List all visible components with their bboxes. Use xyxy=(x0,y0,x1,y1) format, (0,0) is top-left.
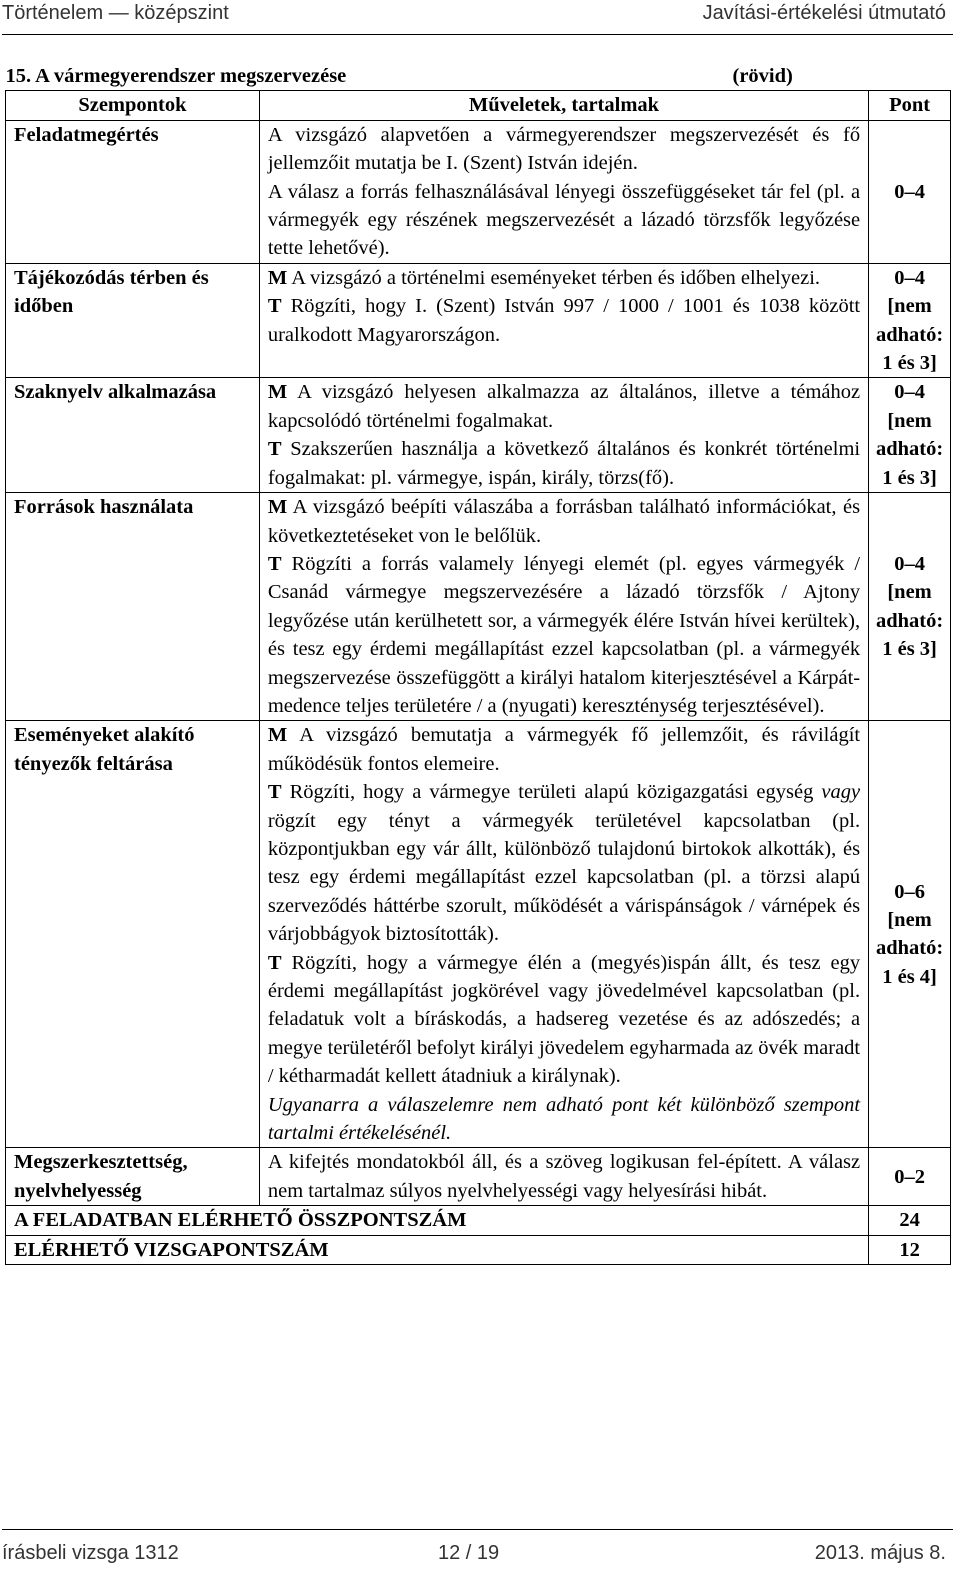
header-rule xyxy=(2,34,953,35)
t-tag: T xyxy=(267,781,282,804)
content-cell xyxy=(259,263,868,378)
content-cell xyxy=(259,493,868,721)
points-note: adható: xyxy=(875,323,944,346)
points-range: 0–4 xyxy=(894,180,925,203)
content-paragraph xyxy=(268,721,860,778)
table-row xyxy=(6,120,951,263)
m-tag: M xyxy=(267,266,288,289)
points-cell xyxy=(869,378,951,493)
header-doc-type: Javítási-értékelési útmutató xyxy=(702,2,946,24)
points-note: [nem xyxy=(887,409,932,432)
table-row xyxy=(6,721,951,1148)
m-text: A vizsgázó bemutatja a vármegyék fő jellemzőit, és rávilágít működésük fontos elemeire. xyxy=(267,724,861,775)
criterion-cell: Források használata xyxy=(6,493,260,721)
m-text: A vizsgázó beépíti válaszába a forrásban található információkat, és következtetéseket von le belőlük. xyxy=(267,496,861,547)
content-cell: A kifejtés mondatokból áll, és a szöveg logikusan fel-épített. A válasz nem tartalmaz súlyos nyelvhelyességi vagy helyesírási hibát. xyxy=(259,1148,868,1206)
t-text-emphasis: vagy xyxy=(821,781,861,804)
points-note: 1 és 3] xyxy=(882,352,937,375)
points-note: adható: xyxy=(875,438,944,461)
m-text: A vizsgázó helyesen alkalmazza az általános, illetve a témához kapcsolódó történelmi fogalmakat. xyxy=(267,381,861,432)
t-tag: T xyxy=(267,438,282,461)
criterion-cell: Feladatmegértés xyxy=(6,120,260,263)
header-subject: Történelem — középszint xyxy=(2,2,229,24)
t-tag: T xyxy=(267,951,282,974)
col-criteria-header: Szempontok xyxy=(6,91,260,120)
m-tag: M xyxy=(267,496,288,519)
t-text: Rögzíti, hogy a vármegye élén a (megyés)ispán állt, és tesz egy érdemi megállapítást jogkörével vagy jövedelmével kapcsolatban (pl. feladatuk volt a bíráskodás, a hadsereg vezetése és az adószedés; a megye területéről befolyt királyi jövedelem egyharmada az övék maradt / kétharmadát kellett átadniuk a királynak). xyxy=(267,951,861,1088)
page-header xyxy=(0,2,960,32)
m-text: A vizsgázó a történelmi eseményeket térben és időben elhelyezi. xyxy=(287,266,821,289)
total-row xyxy=(6,1206,951,1235)
total-label: ELÉRHETŐ VIZSGAPONTSZÁM xyxy=(6,1235,869,1264)
points-cell xyxy=(869,721,951,1148)
column-header-row xyxy=(6,91,951,120)
criterion-cell: Eseményeket alakító tényezők feltárása xyxy=(6,721,260,1148)
footer-exam-code: írásbeli vizsga 1312 xyxy=(2,1542,179,1564)
criterion-cell: Tájékozódás térben és időben xyxy=(6,263,260,378)
col-content-header: Műveletek, tartalmak xyxy=(259,91,868,120)
m-tag: M xyxy=(267,724,288,747)
content-paragraph: A vizsgázó alapvetően a vármegyerendszer megszervezését és fő jellemzőit mutatja be I. (Szent) István idején. xyxy=(267,123,861,175)
content-paragraph xyxy=(268,550,860,720)
t-text: Szakszerűen használja a következő általános és konkrét történelmi fogalmakat: pl. vármegye, ispán, király, törzs(fő). xyxy=(267,438,861,489)
total-row xyxy=(6,1235,951,1264)
points-range: 0–4 xyxy=(894,266,925,289)
content-paragraph xyxy=(268,778,860,948)
footer-page-number: 12 / 19 xyxy=(438,1542,500,1564)
content-paragraph xyxy=(268,378,860,435)
content-paragraph xyxy=(268,435,860,492)
table-row xyxy=(6,493,951,721)
t-text: Rögzíti a forrás valamely lényegi elemét (pl. egyes vármegyék / Csanád vármegye megszervezésére a lázadó törzsfők / Ajtony legyőzése után kerülhetett sor, a vármegyék élére István hívei kerültek), és tesz egy érdemi megállapítást ezzel kapcsolatban (pl. a vármegyék megszervezése összefüggött a királyi hatalom kiterjesztésével a Kárpát-medence teljes területére / a (nyugati) kereszténység terjesztésével). xyxy=(267,552,861,717)
table-row xyxy=(6,1148,951,1206)
content-cell xyxy=(259,120,868,263)
points-note: 1 és 4] xyxy=(882,965,937,988)
page-footer xyxy=(0,1542,960,1572)
points-note: 1 és 3] xyxy=(882,466,937,489)
content-paragraph xyxy=(268,493,860,550)
points-cell xyxy=(869,120,951,263)
total-label: A FELADATBAN ELÉRHETŐ ÖSSZPONTSZÁM xyxy=(6,1206,869,1235)
t-text: Rögzíti, hogy a vármegye területi alapú közigazgatási egység xyxy=(281,781,822,804)
points-note: 1 és 3] xyxy=(882,638,937,661)
points-note: [nem xyxy=(887,908,932,931)
t-tag: T xyxy=(267,552,282,575)
content-cell xyxy=(259,378,868,493)
total-value: 24 xyxy=(869,1206,951,1235)
points-note: adható: xyxy=(875,937,944,960)
grading-table xyxy=(5,62,951,1265)
points-cell xyxy=(869,263,951,378)
task-type: (rövid) xyxy=(732,65,793,87)
footer-rule xyxy=(2,1529,953,1530)
italic-note: Ugyanarra a válaszelemre nem adható pont két különböző szempont tartalmi értékelésénél. xyxy=(267,1093,861,1145)
col-points-header: Pont xyxy=(869,91,951,120)
table-row xyxy=(6,263,951,378)
content-paragraph xyxy=(268,949,860,1091)
content-paragraph xyxy=(268,292,860,349)
points-cell xyxy=(869,493,951,721)
t-text: Rögzíti, hogy I. (Szent) István 997 / 1000 / 1001 és 1038 között uralkodott Magyarországon. xyxy=(267,295,861,346)
footer-date: 2013. május 8. xyxy=(814,1542,946,1564)
points-note: [nem xyxy=(887,581,932,604)
task-title: 15. A vármegyerendszer megszervezése xyxy=(5,65,347,87)
points-cell xyxy=(869,1148,951,1206)
points-note: adható: xyxy=(875,609,944,632)
t-tag: T xyxy=(267,295,282,318)
t-text: rögzít egy tényt a vármegyék területével kapcsolatban (pl. központjukban egy vár állt, különböző tulajdonú birtokok alkották), és tesz egy érdemi megállapítást ezzel kapcsolatban (pl. a törzsi alapú szerveződés háttérbe szorult, működését a várispánságok / várnépek és várjobbágyok biztosították). xyxy=(267,809,861,946)
content-cell xyxy=(259,721,868,1148)
points-range: 0–4 xyxy=(894,381,925,404)
total-value: 12 xyxy=(869,1235,951,1264)
points-range: 0–4 xyxy=(894,552,925,575)
m-tag: M xyxy=(267,381,288,404)
task-title-row xyxy=(6,62,951,91)
table-row xyxy=(6,378,951,493)
criterion-cell: Megszerkesztettség, nyelvhelyesség xyxy=(6,1148,260,1206)
points-note: [nem xyxy=(887,295,932,318)
points-range: 0–2 xyxy=(894,1165,925,1188)
points-range: 0–6 xyxy=(894,880,925,903)
criterion-cell: Szaknyelv alkalmazása xyxy=(6,378,260,493)
content-paragraph: A válasz a forrás felhasználásával lényegi összefüggéseket tár fel (pl. a vármegyék egy részének megszervezését a lázadó törzsfők legyőzése tette lehetővé). xyxy=(267,180,861,260)
content-paragraph xyxy=(268,264,860,292)
